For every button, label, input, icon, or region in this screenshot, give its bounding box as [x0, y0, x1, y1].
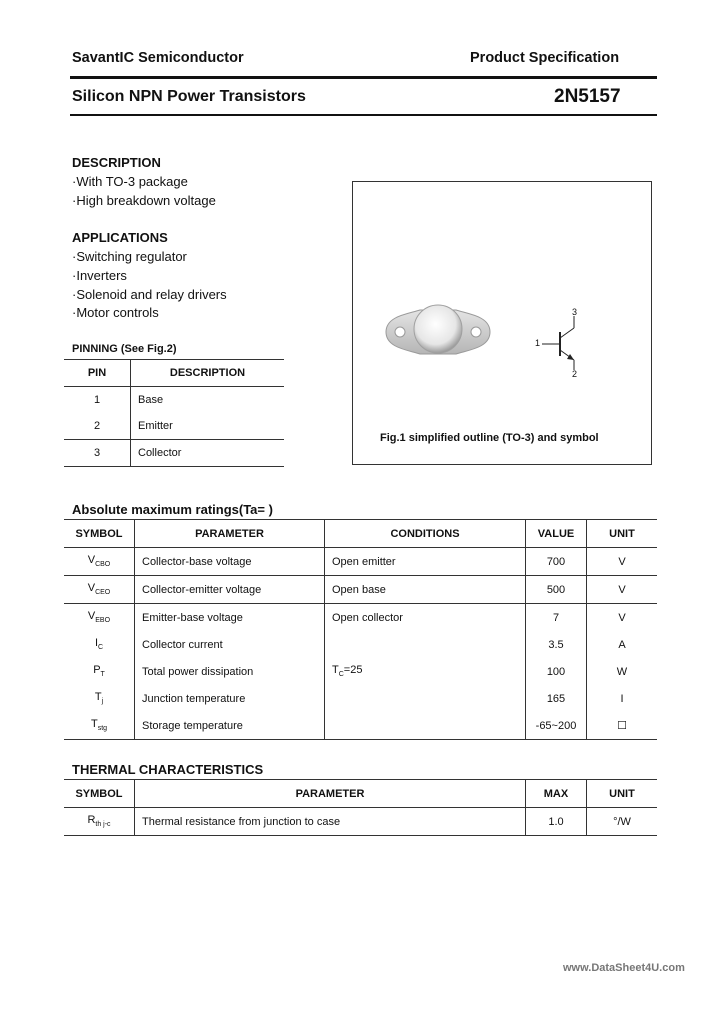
unit-cell: ☐ [587, 712, 658, 740]
pin-description: Base [138, 394, 164, 406]
conditions-cell: Open collector [325, 604, 526, 632]
description-item: ·With TO-3 package [72, 174, 188, 189]
value-cell: 100 [526, 658, 587, 685]
value-cell: 700 [526, 548, 587, 576]
application-item: ·Switching regulator [72, 249, 187, 264]
abs-max-table [64, 519, 657, 740]
symbol-cell: $T_{stg}$ [64, 712, 135, 740]
symbol-cell: $V_{CEO}$ [64, 576, 135, 604]
thermal-table [64, 779, 657, 836]
abs-max-title: Absolute maximum ratings(Ta= ) [72, 502, 273, 517]
applications-heading: APPLICATIONS [72, 230, 168, 245]
pin-description: Emitter [138, 420, 173, 432]
symbol-cell: $V_{CBO}$ [64, 548, 135, 576]
symbol-cell: $R_{th j-c}$ [64, 808, 135, 836]
col-header-symbol: SYMBOL [64, 780, 135, 808]
table-row [64, 604, 657, 632]
symbol-label-base: 1 [535, 338, 541, 348]
company-name: SavantIC Semiconductor [72, 50, 244, 66]
footer-site-link[interactable]: www.DataSheet4U.com [563, 962, 685, 974]
value-cell: 165 [526, 685, 587, 712]
figure-caption: Fig.1 simplified outline (TO-3) and symbol [380, 432, 599, 444]
header-rule [70, 76, 657, 79]
col-header-conditions: CONDITIONS [325, 520, 526, 548]
max-cell: 1.0 [526, 808, 587, 836]
table-header-row [64, 780, 657, 808]
unit-cell: V [587, 576, 658, 604]
col-header-value: VALUE [526, 520, 587, 548]
parameter-cell: Junction temperature [135, 685, 325, 712]
table-row [64, 576, 657, 604]
table-row [64, 548, 657, 576]
unit-cell: V [587, 548, 658, 576]
value-cell: 7 [526, 604, 587, 632]
table-row [64, 658, 657, 685]
parameter-cell: Storage temperature [135, 712, 325, 740]
parameter-cell: Collector-emitter voltage [135, 576, 325, 604]
unit-cell: A [587, 631, 658, 658]
value-cell: -65~200 [526, 712, 587, 740]
symbol-cell: $P_T$ [64, 658, 135, 685]
conditions-cell: Open emitter [325, 548, 526, 576]
parameter-cell: Thermal resistance from junction to case [135, 808, 526, 836]
table-row [64, 808, 657, 836]
parameter-cell: Collector-base voltage [135, 548, 325, 576]
table-header-row [64, 520, 657, 548]
title-rule [70, 114, 657, 116]
conditions-cell [325, 685, 526, 712]
unit-cell: W [587, 658, 658, 685]
pinning-title: PINNING (See Fig.2) [72, 343, 177, 355]
spec-label: Product Specification [470, 50, 620, 66]
table-row [64, 440, 284, 467]
pin-number: 3 [64, 440, 131, 467]
part-number: 2N5157 [554, 86, 621, 107]
pin-number: 1 [64, 387, 131, 414]
symbol-cell: $V_{EBO}$ [64, 604, 135, 632]
parameter-cell: Total power dissipation [135, 658, 325, 685]
table-row [64, 387, 284, 414]
symbol-label-collector: 3 [572, 307, 578, 317]
col-header-unit: UNIT [587, 520, 658, 548]
conditions-cell [325, 631, 526, 658]
application-item: ·Inverters [72, 268, 127, 283]
table-row [64, 685, 657, 712]
col-header-unit: UNIT [587, 780, 658, 808]
conditions-cell: $T_C=25$ [325, 658, 526, 685]
conditions-cell: Open base [325, 576, 526, 604]
symbol-cell: $I_C$ [64, 631, 135, 658]
table-row [64, 712, 657, 740]
application-item: ·Solenoid and relay drivers [72, 287, 227, 302]
symbol-cell: $T_j$ [64, 685, 135, 712]
col-header-max: MAX [526, 780, 587, 808]
conditions-cell [325, 712, 526, 740]
pin-number: 2 [64, 413, 131, 440]
table-header-row [64, 360, 284, 387]
pin-description: Collector [131, 440, 285, 467]
table-row [64, 631, 657, 658]
description-item: ·High breakdown voltage [72, 193, 216, 208]
unit-cell: I [587, 685, 658, 712]
col-header-parameter: PARAMETER [135, 520, 325, 548]
col-header-parameter: PARAMETER [135, 780, 526, 808]
description-heading: DESCRIPTION [72, 155, 161, 170]
parameter-cell: Emitter-base voltage [135, 604, 325, 632]
unit-cell: V [587, 604, 658, 632]
table-row [64, 413, 284, 440]
parameter-cell: Collector current [135, 631, 325, 658]
pinning-table [64, 359, 284, 467]
col-header-pin: PIN [64, 360, 131, 387]
application-item: ·Motor controls [72, 305, 159, 320]
thermal-title: THERMAL CHARACTERISTICS [72, 762, 264, 777]
value-cell: 500 [526, 576, 587, 604]
to3-package-image [380, 292, 495, 364]
document-title: Silicon NPN Power Transistors [72, 88, 306, 105]
col-header-description: DESCRIPTION [131, 360, 285, 387]
symbol-label-emitter: 2 [572, 369, 578, 379]
unit-cell: °/W [587, 808, 658, 836]
value-cell: 3.5 [526, 631, 587, 658]
col-header-symbol: SYMBOL [64, 520, 135, 548]
